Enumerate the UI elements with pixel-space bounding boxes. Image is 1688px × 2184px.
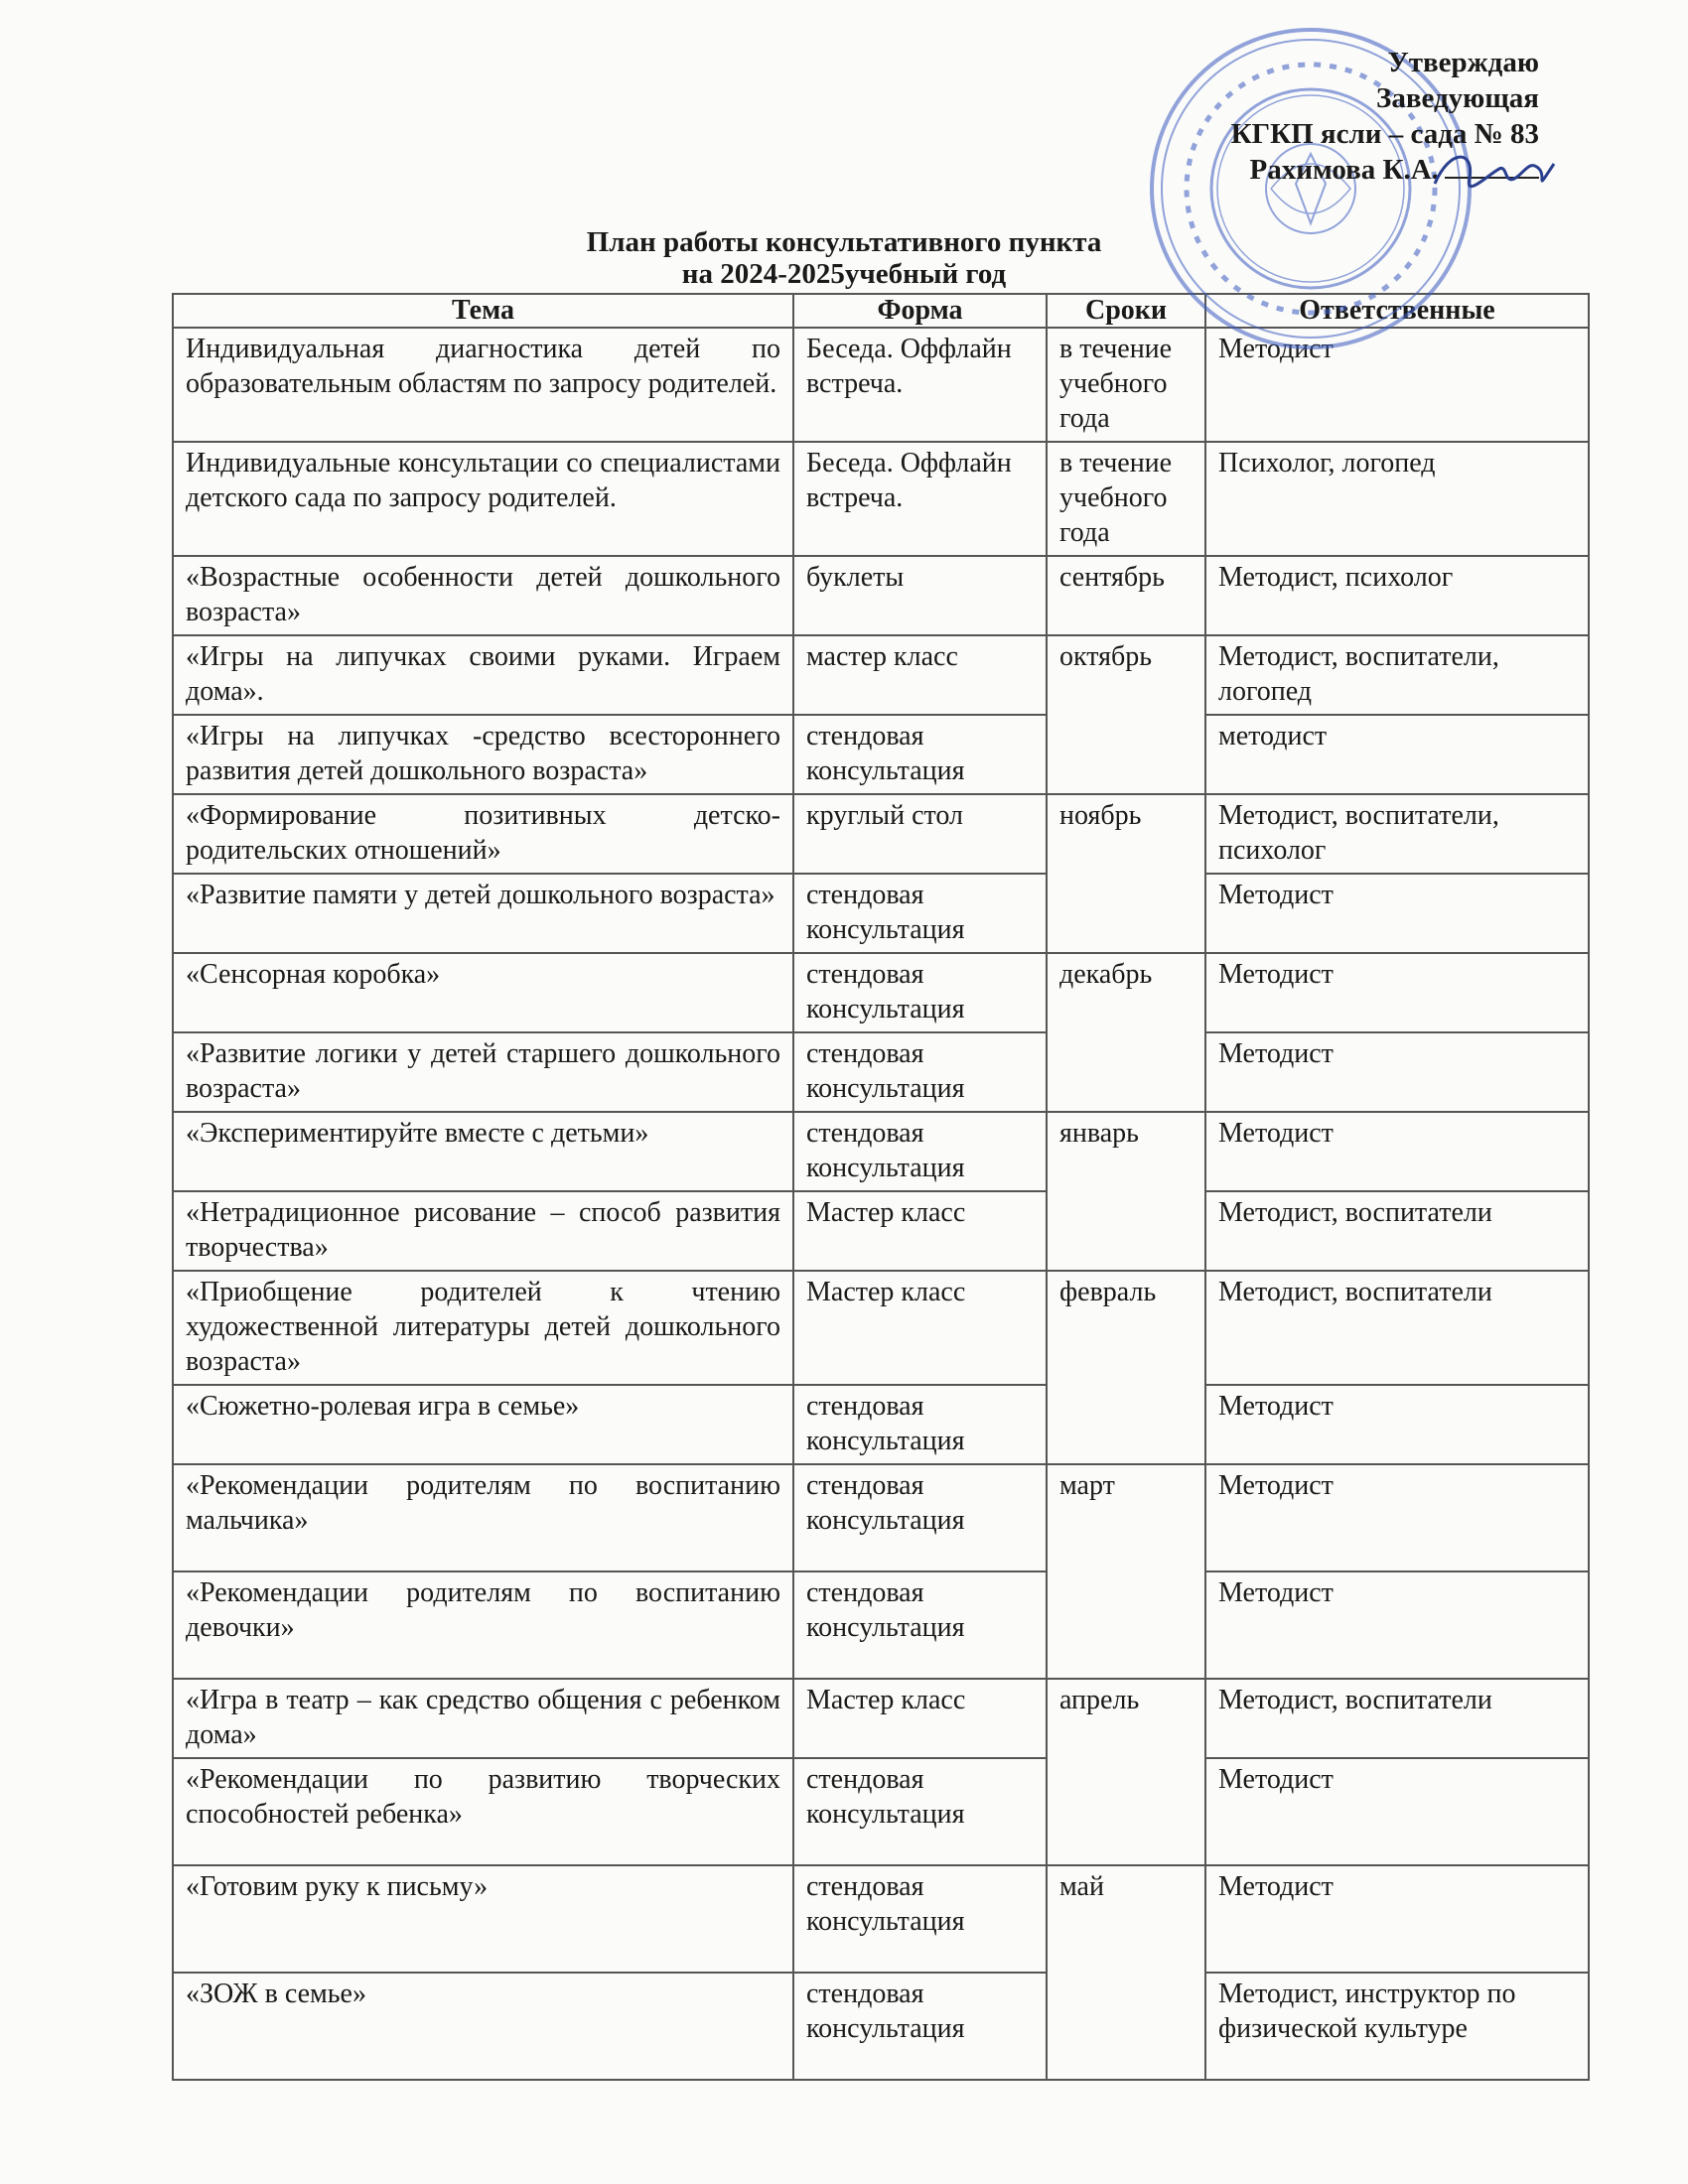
approval-line-approve: Утверждаю — [1387, 47, 1539, 78]
cell-responsible: Методист, инструктор по физической культуре — [1205, 1973, 1589, 2080]
cell-responsible: Методист — [1205, 1032, 1589, 1112]
table-row — [173, 1464, 1589, 1571]
cell-form: стендовая консультация — [793, 953, 1047, 1032]
cell-responsible: Методист, воспитатели, логопед — [1205, 635, 1589, 715]
cell-responsible: Методист — [1205, 1385, 1589, 1464]
approver-name: Рахимова К.А. — [1249, 154, 1439, 186]
table-row — [173, 715, 1589, 794]
plan-table — [172, 293, 1590, 2081]
cell-topic: «Игры на липучках -средство всестороннего развития детей дошкольного возраста» — [173, 715, 793, 794]
cell-form: стендовая консультация — [793, 1571, 1047, 1679]
cell-form: круглый стол — [793, 794, 1047, 874]
cell-responsible: методист — [1205, 715, 1589, 794]
cell-topic: «Игра в театр – как средство общения с ребенком дома» — [173, 1679, 793, 1758]
header-form: Форма — [793, 294, 1047, 328]
cell-topic: Индивидуальная диагностика детей по образовательным областям по запросу родителей. — [173, 328, 793, 442]
cell-term: март — [1047, 1464, 1205, 1679]
signature-icon — [1430, 139, 1569, 208]
cell-form: Мастер класс — [793, 1679, 1047, 1758]
table-row — [173, 1032, 1589, 1112]
cell-topic: «ЗОЖ в семье» — [173, 1973, 793, 2080]
cell-form: Беседа. Оффлайн встреча. — [793, 328, 1047, 442]
table-row — [173, 1271, 1589, 1385]
cell-term: в течение учебного года — [1047, 442, 1205, 556]
cell-term: сентябрь — [1047, 556, 1205, 635]
table-row — [173, 1571, 1589, 1679]
cell-form: стендовая консультация — [793, 1973, 1047, 2080]
cell-responsible: Методист, воспитатели, психолог — [1205, 794, 1589, 874]
cell-topic: «Сенсорная коробка» — [173, 953, 793, 1032]
table-row — [173, 1865, 1589, 1973]
cell-topic: «Развитие памяти у детей дошкольного возраста» — [173, 874, 793, 953]
table-row — [173, 1973, 1589, 2080]
cell-topic: «Сюжетно-ролевая игра в семье» — [173, 1385, 793, 1464]
cell-form: стендовая консультация — [793, 1112, 1047, 1191]
table-row — [173, 1191, 1589, 1271]
cell-responsible: Методист — [1205, 1865, 1589, 1973]
header-topic: Тема — [173, 294, 793, 328]
approval-line-organization: КГКП ясли – сада № 83 — [1230, 118, 1539, 150]
table-row — [173, 794, 1589, 874]
cell-topic: «Нетрадиционное рисование – способ развития творчества» — [173, 1191, 793, 1271]
cell-topic: Индивидуальные консультации со специалистами детского сада по запросу родителей. — [173, 442, 793, 556]
cell-form: Мастер класс — [793, 1191, 1047, 1271]
cell-topic: «Игры на липучках своими руками. Играем дома». — [173, 635, 793, 715]
cell-form: стендовая консультация — [793, 1385, 1047, 1464]
cell-form: Беседа. Оффлайн встреча. — [793, 442, 1047, 556]
cell-term: ноябрь — [1047, 794, 1205, 953]
cell-form: стендовая консультация — [793, 715, 1047, 794]
cell-responsible: Методист — [1205, 328, 1589, 442]
page-title-line-2: на 2024-2025учебный год — [681, 258, 1007, 290]
cell-term: апрель — [1047, 1679, 1205, 1865]
cell-responsible: Методист — [1205, 874, 1589, 953]
cell-term: октябрь — [1047, 635, 1205, 794]
cell-form: буклеты — [793, 556, 1047, 635]
page-title-line-1: План работы консультативного пункта — [586, 226, 1102, 258]
approval-line-position: Заведующая — [1376, 82, 1539, 114]
cell-term: май — [1047, 1865, 1205, 2080]
cell-responsible: Методист — [1205, 1758, 1589, 1865]
cell-term: февраль — [1047, 1271, 1205, 1464]
cell-form: мастер класс — [793, 635, 1047, 715]
table-row — [173, 1758, 1589, 1865]
cell-term: декабрь — [1047, 953, 1205, 1112]
cell-responsible: Методист, воспитатели — [1205, 1191, 1589, 1271]
cell-topic: «Формирование позитивных детско-родительских отношений» — [173, 794, 793, 874]
cell-responsible: Методист — [1205, 1464, 1589, 1571]
cell-responsible: Методист, воспитатели — [1205, 1271, 1589, 1385]
table-row — [173, 1112, 1589, 1191]
cell-form: стендовая консультация — [793, 1032, 1047, 1112]
cell-responsible: Методист, психолог — [1205, 556, 1589, 635]
table-row — [173, 874, 1589, 953]
cell-form: стендовая консультация — [793, 1464, 1047, 1571]
table-row — [173, 442, 1589, 556]
cell-term: в течение учебного года — [1047, 328, 1205, 442]
cell-responsible: Методист — [1205, 1112, 1589, 1191]
cell-topic: «Экспериментируйте вместе с детьми» — [173, 1112, 793, 1191]
table-row — [173, 1679, 1589, 1758]
cell-form: Мастер класс — [793, 1271, 1047, 1385]
table-row — [173, 1385, 1589, 1464]
cell-responsible: Психолог, логопед — [1205, 442, 1589, 556]
table-row — [173, 556, 1589, 635]
cell-topic: «Приобщение родителей к чтению художественной литературы детей дошкольного возраста» — [173, 1271, 793, 1385]
cell-responsible: Методист — [1205, 953, 1589, 1032]
cell-topic: «Рекомендации родителям по воспитанию мальчика» — [173, 1464, 793, 1571]
cell-form: стендовая консультация — [793, 874, 1047, 953]
cell-topic: «Рекомендации родителям по воспитанию девочки» — [173, 1571, 793, 1679]
cell-topic: «Развитие логики у детей старшего дошкольного возраста» — [173, 1032, 793, 1112]
cell-form: стендовая консультация — [793, 1758, 1047, 1865]
cell-term: январь — [1047, 1112, 1205, 1271]
cell-responsible: Методист — [1205, 1571, 1589, 1679]
table-row — [173, 635, 1589, 715]
cell-form: стендовая консультация — [793, 1865, 1047, 1973]
header-term: Сроки — [1047, 294, 1205, 328]
cell-topic: «Готовим руку к письму» — [173, 1865, 793, 1973]
header-responsible: Ответственные — [1205, 294, 1589, 328]
cell-responsible: Методист, воспитатели — [1205, 1679, 1589, 1758]
table-row — [173, 953, 1589, 1032]
cell-topic: «Рекомендации по развитию творческих способностей ребенка» — [173, 1758, 793, 1865]
cell-topic: «Возрастные особенности детей дошкольного возраста» — [173, 556, 793, 635]
